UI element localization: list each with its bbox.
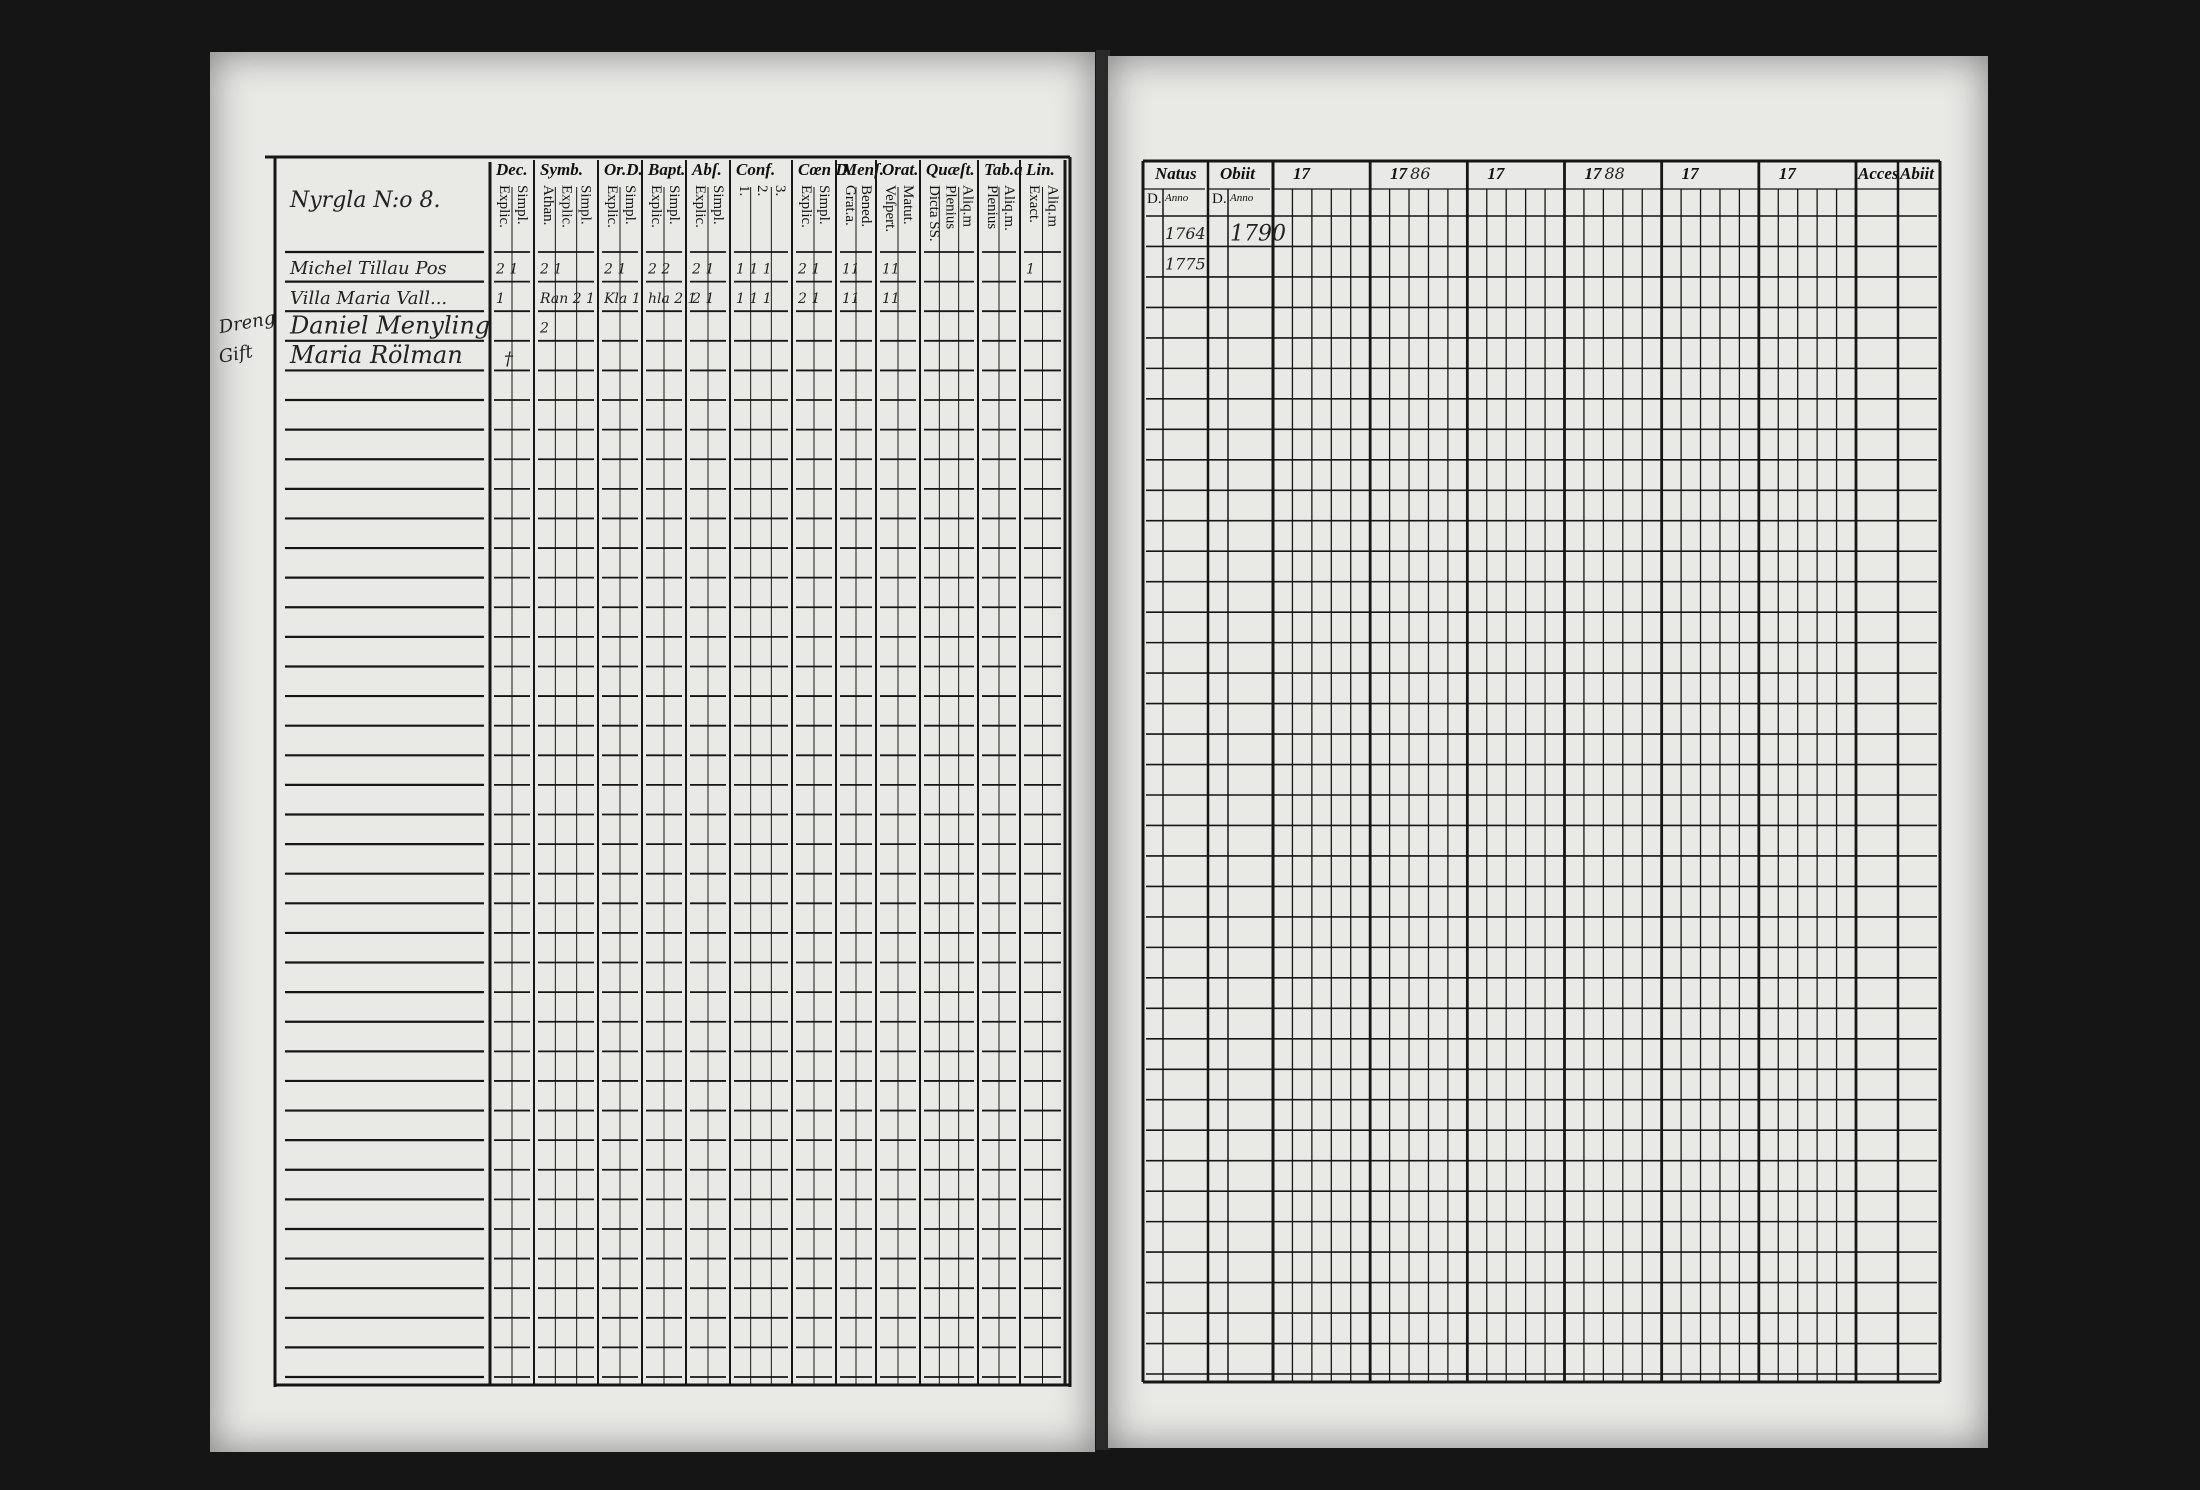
year-heading: 17 (1778, 164, 1796, 183)
column-subheading: Plenius (942, 185, 959, 230)
column-subheading: Aliq.m (1044, 185, 1061, 228)
column-subheading: Aliq.m (959, 185, 976, 228)
margin-note: Dreng (217, 307, 277, 339)
obiit-heading: Obiit (1220, 164, 1255, 183)
column-subheading: Bened. (858, 185, 874, 228)
column-subheading: Simpl. (622, 185, 638, 225)
entry-mark: 2 2 (648, 261, 671, 278)
column-subheading: 3. (772, 185, 788, 197)
column-subheading: Simpl. (816, 185, 832, 225)
column-subheading: Explic. (798, 185, 814, 228)
column-subheading: Simpl. (514, 185, 530, 225)
person-name: Daniel Menyling (290, 311, 491, 340)
column-subheading: 1. (736, 185, 752, 197)
column-heading: Or.D. (604, 160, 643, 179)
person-name: Maria Rölman (290, 341, 463, 370)
column-heading: Menſ. (842, 160, 885, 179)
acces-heading: Acces (1858, 164, 1899, 183)
left-register-grid (210, 52, 1095, 1452)
person-name: Michel Tillau Pos (290, 258, 447, 280)
column-subheading: Simpl. (710, 185, 726, 225)
entry-mark: 2 1 (604, 261, 627, 278)
column-subheading: Explic. (648, 185, 664, 228)
column-heading: Abſ. (692, 160, 722, 179)
entry-mark: 11 (842, 261, 860, 278)
column-subheading: Explic. (496, 185, 512, 228)
year-heading: 17 (1681, 164, 1699, 183)
column-subheading: Plenius (984, 185, 1000, 230)
margin-note: Gift (217, 341, 255, 368)
year-heading: 17 (1390, 164, 1408, 183)
entry-mark: 2 1 (540, 261, 563, 278)
year-suffix: 86 (1410, 164, 1431, 183)
column-heading: Conf. (736, 160, 776, 179)
natus-heading: Natus (1155, 164, 1197, 183)
column-heading: Cœn D. (798, 160, 852, 179)
year-subheading: Anno (1165, 192, 1189, 204)
entry-mark: 2 1 (692, 261, 715, 278)
right-register-page (1108, 56, 1988, 1448)
column-subheading: Simpl. (577, 185, 594, 225)
entry-mark: 1 1 1 (736, 290, 772, 307)
column-subheading: Explic. (604, 185, 620, 228)
entry-mark: 2 (540, 320, 549, 337)
entry-mark: 1 1 1 (736, 261, 772, 278)
column-subheading: 2. (754, 185, 770, 197)
column-heading: Symb. (540, 160, 583, 179)
death-year: 1790 (1230, 221, 1286, 247)
column-subheading: Veſpert. (882, 185, 898, 233)
column-subheading: Aliq.m. (1001, 185, 1017, 231)
column-subheading: Athan. (540, 185, 556, 226)
entry-mark: 11 (882, 290, 900, 307)
entry-mark: hla 2 1 (648, 290, 697, 307)
column-heading: Quæſt. (926, 160, 975, 179)
column-subheading: Explic. (692, 185, 708, 228)
birth-year: 1764 (1165, 223, 1206, 243)
entry-mark: 1 (1026, 261, 1035, 278)
column-heading: Tab.a (984, 160, 1023, 179)
left-register-page (210, 52, 1095, 1452)
day-subheading: D. (1147, 191, 1162, 207)
entry-mark: Ran 2 1 (540, 290, 595, 307)
birth-year: 1775 (1165, 254, 1206, 274)
day-subheading: D. (1212, 191, 1227, 207)
column-subheading: Dicta SS. (926, 185, 942, 242)
person-name: Villa Maria Vall... (290, 287, 448, 309)
year-subheading: Anno (1230, 192, 1254, 204)
entry-mark: 2 1 (798, 290, 821, 307)
column-subheading: Exact. (1026, 185, 1042, 223)
column-subheading: Matut. (900, 185, 916, 225)
year-heading: 17 (1293, 164, 1310, 183)
entry-mark: 11 (842, 290, 860, 307)
entry-mark: 11 (882, 261, 900, 278)
year-suffix: 88 (1604, 164, 1625, 183)
entry-mark: 1 (496, 290, 505, 307)
entry-mark: 2 1 (692, 290, 715, 307)
entry-mark: Kla 1 (604, 290, 641, 307)
column-heading: Bapt. (648, 160, 686, 179)
column-subheading: Explic. (558, 185, 575, 228)
entry-mark: 2 1 (798, 261, 821, 278)
village-heading: Nyrgla N:o 8. (290, 188, 441, 213)
column-subheading: Grat.a. (842, 185, 858, 226)
entry-mark: 2 1 (496, 261, 519, 278)
column-heading: Lin. (1026, 160, 1055, 179)
death-cross-mark: † (504, 348, 513, 370)
abiit-heading: Abiit (1900, 164, 1935, 183)
right-register-grid (1108, 56, 1988, 1448)
column-heading: Dec. (496, 160, 528, 179)
year-heading: 17 (1487, 164, 1505, 183)
year-heading: 17 (1584, 164, 1602, 183)
column-heading: Orat. (882, 160, 919, 179)
column-subheading: Simpl. (666, 185, 682, 225)
